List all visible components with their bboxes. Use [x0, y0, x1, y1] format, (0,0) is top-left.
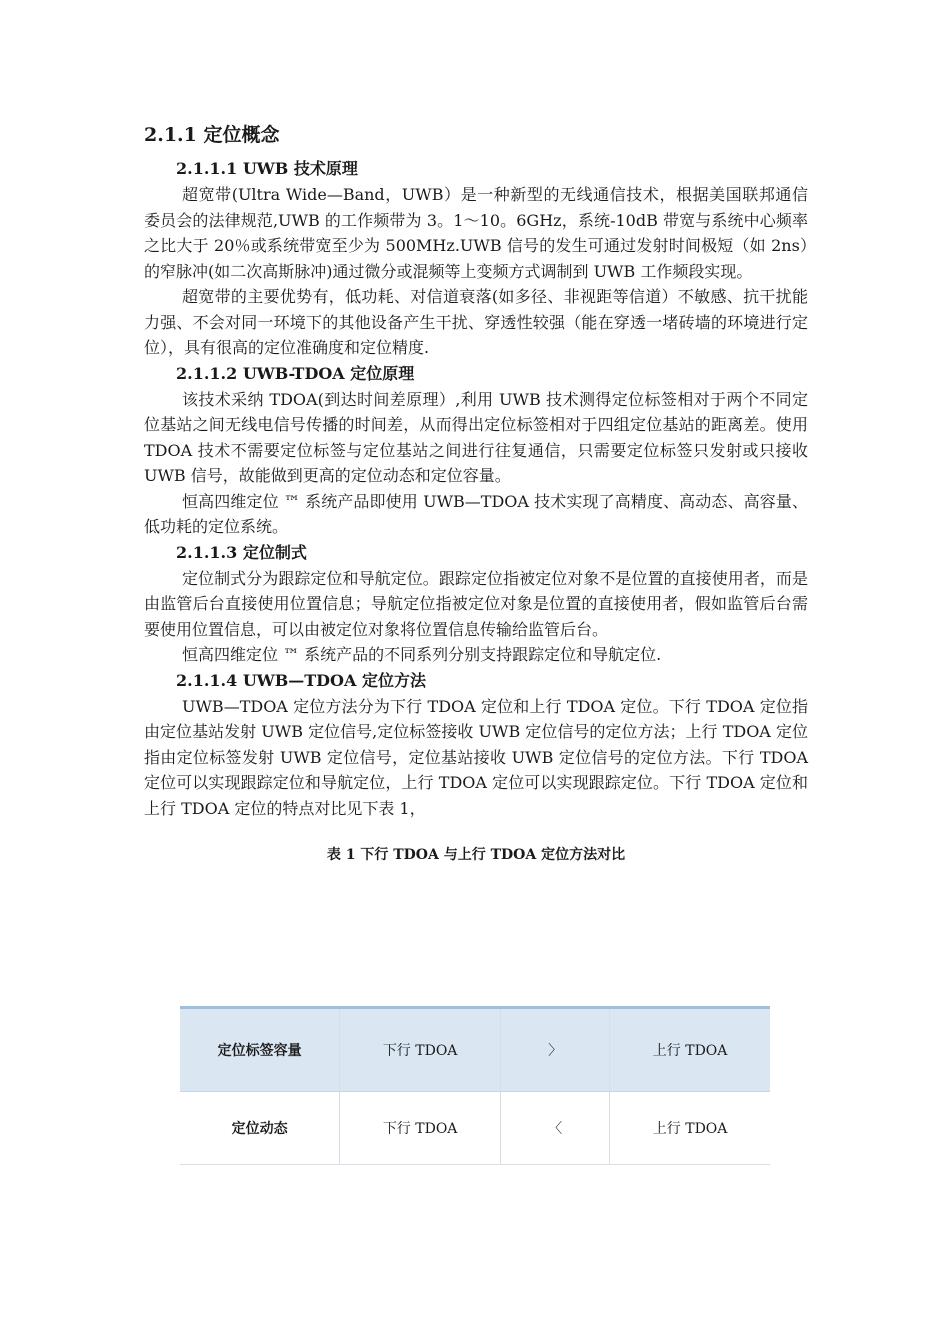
- subsection-heading-positioning-modes: 2.1.1.3 定位制式: [176, 542, 307, 562]
- comparison-operator-cell: 〈: [501, 1092, 610, 1165]
- subsection-heading-tdoa-principle: 2.1.1.2 UWB-TDOA 定位原理: [176, 363, 415, 383]
- table-cell: 上行 TDOA: [610, 1092, 770, 1165]
- table-cell: 下行 TDOA: [340, 1092, 501, 1165]
- paragraph-uwb-definition: 超宽带(Ultra Wide—Band，UWB）是一种新型的无线通信技术，根据美国联邦通信委员会的法律规范,UWB 的工作频带为 3。1～10。6GHz，系统-10dB 带宽与系统中心频率之比大于 20％或系统带宽至少为 500MHz.UWB 信号的发生可通过发射时间极短（如 2ns）的窄脉冲(如二次高斯脉冲)通过微分或混频等上变频方式调制到 UWB 工作频段实现。: [144, 185, 808, 281]
- document-body: [144, 118, 808, 893]
- table-cell: 下行 TDOA: [340, 1008, 501, 1092]
- paragraph-tdoa-product: 恒高四维定位 ™ 系统产品即使用 UWB—TDOA 技术实现了高精度、高动态、高容量、低功耗的定位系统。: [144, 491, 808, 536]
- comparison-operator-cell: 〉: [501, 1008, 610, 1092]
- paragraph-positioning-modes-product: 恒高四维定位 ™ 系统产品的不同系列分别支持跟踪定位和导航定位.: [182, 645, 662, 664]
- paragraph-tdoa-principle: 该技术采纳 TDOA(到达时间差原理）,利用 UWB 技术测得定位标签相对于两个不同定位基站之间无线电信号传播的时间差，从而得出定位标签相对于四组定位基站的距离差。使用 TDOA 技术不需要定位标签与定位基站之间进行往复通信，只需要定位标签只发射或只接收 UWB 信号，故能做到更高的定位动态和定位容量。: [144, 389, 808, 485]
- paragraph-uwb-advantages: 超宽带的主要优势有，低功耗、对信道衰落(如多径、非视距等信道）不敏感、抗干扰能力强、不会对同一环境下的其他设备产生干扰、穿透性较强（能在穿透一堵砖墙的环境进行定位），具有很高的定位准确度和定位精度.: [144, 287, 808, 357]
- row-header-cell: 定位标签容量: [180, 1008, 340, 1092]
- paragraph-positioning-modes: 定位制式分为跟踪定位和导航定位。跟踪定位指被定位对象不是位置的直接使用者，而是由监管后台直接使用位置信息；导航定位指被定位对象是位置的直接使用者，假如监管后台需要使用位置信息，可以由被定位对象将位置信息传输给监管后台。: [144, 568, 808, 639]
- section-title: 2.1.1 定位概念: [144, 124, 280, 146]
- subsection-heading-tdoa-methods: 2.1.1.4 UWB—TDOA 定位方法: [176, 670, 426, 690]
- table-row: [180, 1008, 770, 1092]
- comparison-table: [180, 1006, 770, 1165]
- row-header-cell: 定位动态: [180, 1092, 340, 1165]
- table-caption: 表 1 下行 TDOA 与上行 TDOA 定位方法对比: [326, 847, 626, 863]
- table-row: [180, 1092, 770, 1165]
- subsection-heading-uwb-principle: 2.1.1.1 UWB 技术原理: [176, 159, 358, 178]
- table-cell: 上行 TDOA: [610, 1008, 770, 1092]
- paragraph-tdoa-methods: UWB—TDOA 定位方法分为下行 TDOA 定位和上行 TDOA 定位。下行 TDOA 定位指由定位基站发射 UWB 定位信号,定位标签接收 UWB 定位信号的定位方法；上行 TDOA 定位指由定位标签发射 UWB 定位信号，定位基站接收 UWB 定位信号的定位方法。下行 TDOA 定位可以实现跟踪定位和导航定位，上行 TDOA 定位可以实现跟踪定位。下行 TDOA 定位和上行 TDOA 定位的特点对比见下表 1，: [144, 696, 808, 818]
